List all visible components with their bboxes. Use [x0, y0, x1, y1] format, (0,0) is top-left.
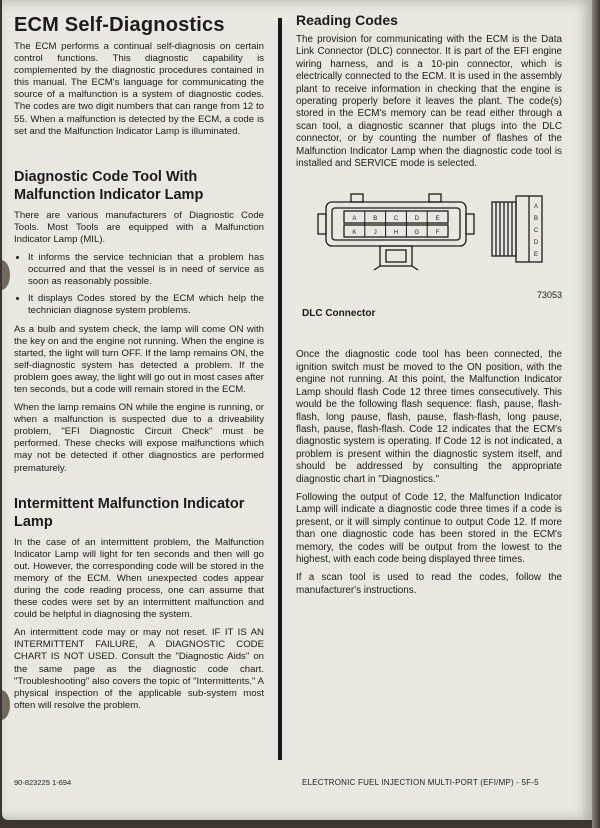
pin-label-top: A — [352, 216, 357, 223]
footer-part-number: 90-823225 1-694 — [14, 778, 72, 787]
intermittent-paragraph-2: An intermittent code may or may not reset. IF IT IS AN INTERMITTENT FAILURE, A DIAGNOSTIC CODE CHART IS NOT USED. Consult the "Diagnostic Aids" on the same page as the diagnostic code chart. "Troubleshooting" also covers the topic of "Intermittents." A physical inspection of the applicable sub-system most often will resolve the problem. — [14, 627, 264, 711]
column-divider — [278, 18, 282, 760]
footer-page-label: ELECTRONIC FUEL INJECTION MULTI-PORT (EFI/MP) - 5F-5 — [302, 778, 539, 787]
pin-label-bottom: G — [414, 230, 420, 237]
ecm-intro-paragraph: The ECM performs a continual self-diagnosis on certain control functions. This diagnostic capability is complemented by the diagnostic procedures contained in this manual. The ECM's language for communicating the source of a malfunction is a system of diagnostic codes. The codes are two digit numbers that can range from 12 to 55. When a malfunction is detected by the ECM, a code is set and the Malfunction Indicator Lamp is illuminated. — [14, 41, 264, 137]
section-heading-reading-codes: Reading Codes — [296, 12, 398, 28]
pin-label-side: C — [533, 228, 539, 235]
dlc-connector-diagram — [296, 192, 562, 290]
bullet-item: • It informs the service technician that a problem has occurred and that the vessel is in need of service as soon as reasonably possible. — [28, 252, 264, 288]
left-column — [14, 12, 264, 718]
right-column — [296, 12, 562, 603]
pin-label-top: D — [414, 216, 419, 223]
figure-caption: DLC Connector — [302, 308, 376, 320]
tool-intro-paragraph: There are various manufacturers of Diagnostic Code Tools. Most Tools are equipped with a Malfunction Indicator Lamp (MIL). — [14, 209, 264, 245]
pin-label-top: C — [393, 216, 399, 223]
section-heading-diagnostic-code-tool: Diagnostic Code Tool With Malfunction Indicator Lamp — [14, 168, 204, 203]
pin-label-bottom: J — [373, 230, 377, 237]
section-title-ecm-self-diagnostics: ECM Self-Diagnostics — [14, 14, 225, 36]
reading-codes-paragraph-3: Following the output of Code 12, the Malfunction Indicator Lamp will indicate a diagnostic code three times if a code is present, or it will simply continue to output Code 12. If more than one diagnostic code has been stored in the ECM's memory, the codes will be output from the lowest to the highest, with each code being displayed three times. — [296, 491, 562, 565]
pin-label-bottom: H — [393, 230, 399, 237]
intermittent-paragraph-1: In the case of an intermittent problem, the Malfunction Indicator Lamp will light for ten seconds and then will go out. However, the corresponding code will be stored in the memory of the ECM. When unexpected codes appear during the code reading process, one can assume that these codes were set by an intermittent malfunction and could be helpful in diagnosing the system. — [14, 536, 264, 621]
mil-bullet-list — [14, 252, 264, 317]
lamp-on-paragraph: When the lamp remains ON while the engine is running, or when a malfunction is suspected due to a driveability problem, "EFI Diagnostic Circuit Check" must be performed. These checks will expose malfunctions which may not be detected if other diagnostics are performed prematurely. — [14, 402, 264, 474]
reading-codes-paragraph-1: The provision for communicating with the ECM is the Data Link Connector (DLC) connector. It is part of the EFI engine wiring harness, and is a 10-pin connector, which is electrically connected to the ECM. It is used in the assembly plant to receive information in checking that the engine is operating properly before it leaves the plant. The code(s) stored in the ECM's memory can be read either through a scan tool, a diagnostic scanner that plugs into the DLC connector, or by counting the number of flashes of the Malfunction Indicator Lamp when the diagnostic code tool is installed and SERVICE mode is selected. — [296, 34, 562, 170]
reading-codes-paragraph-2: Once the diagnostic code tool has been connected, the ignition switch must be moved to the ON position, with the engine not running. At this point, the Malfunction Indicator Lamp should flash Code 12 three times consecutively. This would be the following flash sequence: flash, pause, flash-flash, long pause, flash, pause, flash-flash, long pause, flash, pause, flash-flash. Code 12 indicates that the ECM's diagnostic system is operating. If Code 12 is not indicated, a problem is present within the diagnostic system itself, and should be addressed by consulting the appropriate diagnostic chart in "Diagnostics." — [296, 349, 562, 485]
pin-label-bottom: K — [352, 230, 357, 237]
figure-number: 73053 — [536, 290, 562, 301]
pin-label-bottom: F — [435, 230, 440, 237]
pin-label-side: E — [533, 252, 539, 259]
section-heading-intermittent: Intermittent Malfunction Indicator Lamp — [14, 495, 245, 530]
binder-hole — [2, 690, 10, 720]
bulb-check-paragraph: As a bulb and system check, the lamp will come ON with the key on and the engine not running. When the engine is started, the light will turn OFF. If the lamp remains ON, the self-diagnostic system has detected a problem. If the problem goes away, the light will go out in most cases after ten seconds, but a code will remain stored in the ECM. — [14, 323, 264, 395]
pin-label-top: E — [435, 216, 440, 223]
pin-label-side: B — [533, 216, 539, 223]
pin-label-side: A — [533, 204, 539, 211]
reading-codes-paragraph-4: If a scan tool is used to read the codes, follow the manufacturer's instructions. — [296, 572, 562, 596]
bullet-item: • It displays Codes stored by the ECM which help the technician diagnose system problems. — [28, 293, 264, 317]
pin-label-top: B — [373, 216, 378, 223]
manual-page — [2, 0, 592, 820]
page-edge-shadow — [592, 0, 600, 828]
dlc-connector-illustration — [296, 192, 562, 290]
pin-label-side: D — [533, 240, 539, 247]
binder-hole — [2, 260, 10, 290]
